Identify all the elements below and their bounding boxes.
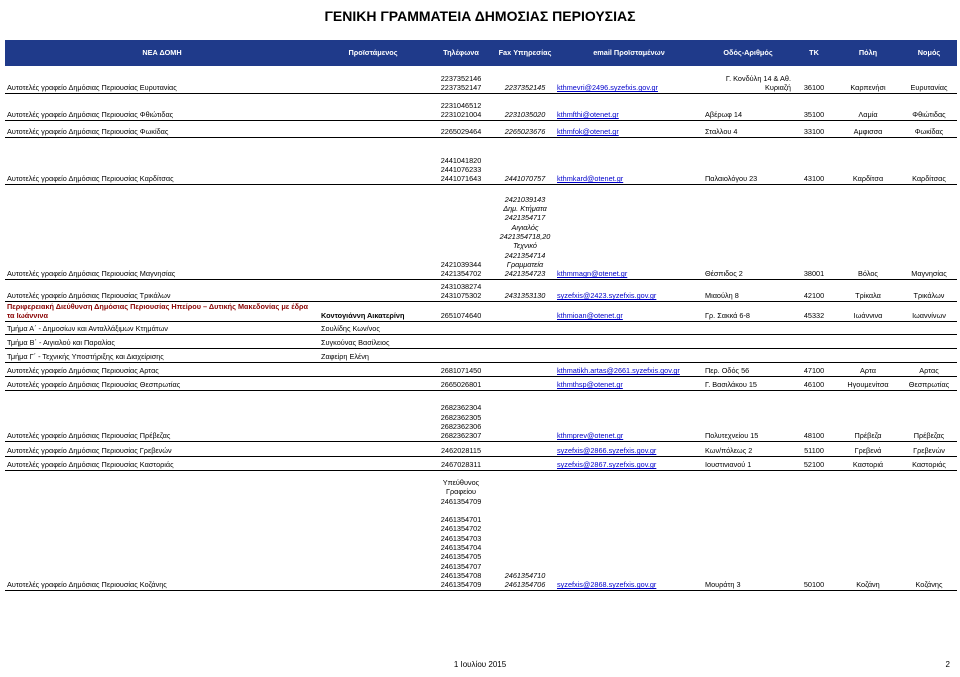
header-email: email Προϊσταμένων xyxy=(555,40,703,66)
table-row xyxy=(5,376,957,390)
phones-cell: 2421039344 2421354702 xyxy=(427,184,495,279)
head-cell xyxy=(319,470,427,590)
prefecture-cell xyxy=(901,334,957,348)
table-header-row xyxy=(5,40,957,66)
head-cell xyxy=(319,456,427,470)
tk-cell: 50100 xyxy=(793,470,835,590)
prefecture-cell: Ιωαννίνων xyxy=(901,301,957,321)
fax-cell xyxy=(495,301,555,321)
street-cell: Περ. Οδός 56 xyxy=(703,362,793,376)
email-cell xyxy=(555,301,703,321)
header-street: Οδός-Αριθμός xyxy=(703,40,793,66)
city-cell xyxy=(835,334,901,348)
fax-cell: 2237352145 xyxy=(495,66,555,93)
table-row xyxy=(5,93,957,120)
city-cell: Βόλος xyxy=(835,184,901,279)
street-cell: Γρ. Σακκά 6-8 xyxy=(703,301,793,321)
street-cell: Μιαούλη 8 xyxy=(703,279,793,301)
header-unit: ΝΕΑ ΔΟΜΗ xyxy=(5,40,319,66)
tk-cell: 36100 xyxy=(793,66,835,93)
phones-cell: 2231046512 2231021004 xyxy=(427,93,495,120)
phones-cell xyxy=(427,348,495,362)
header-head: Προϊστάμενος xyxy=(319,40,427,66)
unit-cell: Αυτοτελές γραφείο Δημόσιας Περιουσίας Κοζάνης xyxy=(5,470,319,590)
street-cell: Πολυτεχνείου 15 xyxy=(703,390,793,441)
email-link[interactable]: kthmatikh.artas@2661.syzefxis.gov.gr xyxy=(557,366,680,376)
phones-cell xyxy=(427,321,495,334)
email-link[interactable]: syzefxis@2868.syzefxis.gov.gr xyxy=(557,580,657,590)
phones-cell: 2682362304 2682362305 2682362306 2682362307 xyxy=(427,390,495,441)
table-row xyxy=(5,184,957,279)
email-cell xyxy=(555,441,703,456)
email-cell xyxy=(555,120,703,137)
tk-cell: 38001 xyxy=(793,184,835,279)
email-cell xyxy=(555,470,703,590)
fax-cell xyxy=(495,334,555,348)
unit-cell: Αυτοτελές γραφείο Δημόσιας Περιουσίας Γρεβενών xyxy=(5,441,319,456)
prefecture-cell: Καστοριάς xyxy=(901,456,957,470)
head-cell xyxy=(319,184,427,279)
city-cell: Καρδίτσα xyxy=(835,137,901,184)
city-cell: Τρίκαλα xyxy=(835,279,901,301)
head-cell xyxy=(319,279,427,301)
street-cell: Κων/πόλεως 2 xyxy=(703,441,793,456)
unit-cell: Αυτοτελές γραφείο Δημόσιας Περιουσίας Καστοριάς xyxy=(5,456,319,470)
email-cell xyxy=(555,376,703,390)
prefecture-cell: Φθιώτιδας xyxy=(901,93,957,120)
tk-cell: 35100 xyxy=(793,93,835,120)
fax-cell xyxy=(495,390,555,441)
fax-cell: 2231035020 xyxy=(495,93,555,120)
phones-cell: 2431038274 2431075302 xyxy=(427,279,495,301)
table-row xyxy=(5,456,957,470)
city-cell: Αρτα xyxy=(835,362,901,376)
head-cell xyxy=(319,93,427,120)
tk-cell: 51100 xyxy=(793,441,835,456)
table-row xyxy=(5,279,957,301)
page-number: 2 xyxy=(945,660,950,669)
header-tk: ΤΚ xyxy=(793,40,835,66)
head-cell xyxy=(319,120,427,137)
head-cell: Συγκούνας Βασίλειος xyxy=(319,334,427,348)
city-cell: Καρπενήσι xyxy=(835,66,901,93)
footer-date: 1 Ιουλίου 2015 xyxy=(453,660,507,669)
table-row xyxy=(5,120,957,137)
offices-table xyxy=(5,40,957,591)
tk-cell xyxy=(793,348,835,362)
prefecture-cell: Γρεβενών xyxy=(901,441,957,456)
table-row xyxy=(5,362,957,376)
city-cell: Αμφισσα xyxy=(835,120,901,137)
fax-cell: 2265023676 xyxy=(495,120,555,137)
header-fax: Fax Υπηρεσίας xyxy=(495,40,555,66)
tk-cell: 47100 xyxy=(793,362,835,376)
street-cell: Ιουστινιανού 1 xyxy=(703,456,793,470)
fax-cell xyxy=(495,348,555,362)
street-cell: Μουράτη 3 xyxy=(703,470,793,590)
email-cell xyxy=(555,279,703,301)
tk-cell: 45332 xyxy=(793,301,835,321)
unit-cell: Αυτοτελές γραφείο Δημόσιας Περιουσίας Ευρυτανίας xyxy=(5,66,319,93)
unit-cell: Αυτοτελές γραφείο Δημόσιας Περιουσίας Μαγνησίας xyxy=(5,184,319,279)
unit-cell: Αυτοτελές γραφείο Δημόσιας Περιουσίας Αρτας xyxy=(5,362,319,376)
prefecture-cell: Τρικάλων xyxy=(901,279,957,301)
street-cell: Γ. Κονδύλη 14 & Αθ. Κυριαζή xyxy=(703,66,793,93)
header-prefecture: Νομός xyxy=(901,40,957,66)
fax-cell: 2441070757 xyxy=(495,137,555,184)
email-cell xyxy=(555,456,703,470)
prefecture-cell: Φωκίδας xyxy=(901,120,957,137)
street-cell: Αβέρωφ 14 xyxy=(703,93,793,120)
head-cell xyxy=(319,390,427,441)
head-cell: Ζαφείρη Ελένη xyxy=(319,348,427,362)
tk-cell: 43100 xyxy=(793,137,835,184)
prefecture-cell xyxy=(901,348,957,362)
prefecture-cell: Κοζάνης xyxy=(901,470,957,590)
tk-cell xyxy=(793,321,835,334)
unit-cell: Αυτοτελές γραφείο Δημόσιας Περιουσίας Φθιώτιδας xyxy=(5,93,319,120)
prefecture-cell xyxy=(901,321,957,334)
email-link[interactable]: kthmkard@otenet.gr xyxy=(557,174,624,184)
table-row xyxy=(5,441,957,456)
phones-cell: 2237352146 2237352147 xyxy=(427,66,495,93)
city-cell: Λαμία xyxy=(835,93,901,120)
table-row xyxy=(5,334,957,348)
email-link[interactable]: kthmioan@otenet.gr xyxy=(557,311,623,321)
phones-cell: 2441041820 2441076233 2441071643 xyxy=(427,137,495,184)
tk-cell xyxy=(793,334,835,348)
street-cell: Θέσπιδος 2 xyxy=(703,184,793,279)
email-link[interactable]: syzefxis@2423.syzefxis.gov.gr xyxy=(557,291,657,301)
unit-cell: Αυτοτελές γραφείο Δημόσιας Περιουσίας Φωκίδας xyxy=(5,120,319,137)
email-cell xyxy=(555,93,703,120)
email-cell xyxy=(555,362,703,376)
fax-cell xyxy=(495,441,555,456)
document-title: ΓΕΝΙΚΗ ΓΡΑΜΜΑΤΕΙΑ ΔΗΜΟΣΙΑΣ ΠΕΡΙΟΥΣΙΑΣ xyxy=(324,8,636,24)
unit-cell: Αυτοτελές γραφείο Δημόσιας Περιουσίας Θεσπρωτίας xyxy=(5,376,319,390)
tk-cell: 48100 xyxy=(793,390,835,441)
table-row xyxy=(5,390,957,441)
email-link[interactable]: kthmthsp@otenet.gr xyxy=(557,380,623,390)
head-cell xyxy=(319,441,427,456)
email-cell xyxy=(555,390,703,441)
fax-cell: 2421039143 Δημ. Κτήματα 2421354717 Αιγιαλός 2421354718,20 Τεχνικό 2421354714 Γραμματεία 2421354723 xyxy=(495,184,555,279)
email-cell xyxy=(555,184,703,279)
email-cell xyxy=(555,321,703,334)
head-cell: Κοντογιάννη Αικατερίνη xyxy=(319,301,427,321)
email-link[interactable]: kthmprev@otenet.gr xyxy=(557,431,624,441)
fax-cell: 2431353130 xyxy=(495,279,555,301)
email-link[interactable]: kthmevri@2496.syzefxis.gov.gr xyxy=(557,83,658,93)
unit-cell: Τμήμα Β΄ - Αιγιαλού και Παραλίας xyxy=(5,334,319,348)
phones-cell: 2651074640 xyxy=(427,301,495,321)
email-cell xyxy=(555,66,703,93)
head-cell xyxy=(319,137,427,184)
tk-cell: 46100 xyxy=(793,376,835,390)
city-cell: Πρέβεζα xyxy=(835,390,901,441)
email-link[interactable]: syzefxis@2867.syzefxis.gov.gr xyxy=(557,460,657,470)
email-link[interactable]: kthmfthi@otenet.gr xyxy=(557,110,619,120)
email-link[interactable]: kthmmagn@otenet.gr xyxy=(557,269,628,279)
unit-cell: Αυτοτελές γραφείο Δημόσιας Περιουσίας Τρικάλων xyxy=(5,279,319,301)
prefecture-cell: Θεσπρωτίας xyxy=(901,376,957,390)
phones-cell: 2265029464 xyxy=(427,120,495,137)
table-row xyxy=(5,66,957,93)
phones-cell: 2681071450 xyxy=(427,362,495,376)
head-cell xyxy=(319,66,427,93)
fax-cell xyxy=(495,376,555,390)
email-cell xyxy=(555,334,703,348)
street-cell: Γ. Βασιλάκου 15 xyxy=(703,376,793,390)
city-cell: Ιωάννινα xyxy=(835,301,901,321)
table-row xyxy=(5,348,957,362)
street-cell xyxy=(703,334,793,348)
prefecture-cell: Καρδίτσας xyxy=(901,137,957,184)
tk-cell: 33100 xyxy=(793,120,835,137)
header-phones: Τηλέφωνα xyxy=(427,40,495,66)
tk-cell: 52100 xyxy=(793,456,835,470)
street-cell: Σταλλου 4 xyxy=(703,120,793,137)
email-cell xyxy=(555,348,703,362)
fax-cell xyxy=(495,456,555,470)
head-cell xyxy=(319,376,427,390)
fax-cell xyxy=(495,362,555,376)
fax-cell xyxy=(495,321,555,334)
city-cell xyxy=(835,348,901,362)
city-cell: Ηγουμενίτσα xyxy=(835,376,901,390)
unit-cell: Τμήμα Γ΄ - Τεχνικής Υποστήριξης και Διαχείρισης xyxy=(5,348,319,362)
prefecture-cell: Πρέβεζας xyxy=(901,390,957,441)
phones-cell: 2462028115 xyxy=(427,441,495,456)
unit-cell: Αυτοτελές γραφείο Δημόσιας Περιουσίας Πρέβεζας xyxy=(5,390,319,441)
street-cell xyxy=(703,348,793,362)
table-row xyxy=(5,470,957,590)
phones-cell: 2467028311 xyxy=(427,456,495,470)
street-cell: Παλαιολόγου 23 xyxy=(703,137,793,184)
head-cell xyxy=(319,362,427,376)
prefecture-cell: Αρτας xyxy=(901,362,957,376)
fax-cell: 2461354710 2461354706 xyxy=(495,470,555,590)
email-cell xyxy=(555,137,703,184)
unit-cell: Τμήμα Α΄ - Δημοσίων και Ανταλλάξιμων Κτημάτων xyxy=(5,321,319,334)
unit-cell: Αυτοτελές γραφείο Δημόσιας Περιουσίας Καρδίτσας xyxy=(5,137,319,184)
table-row xyxy=(5,137,957,184)
table-row xyxy=(5,321,957,334)
phones-cell xyxy=(427,334,495,348)
phones-cell: 2665026801 xyxy=(427,376,495,390)
table-row xyxy=(5,301,957,321)
unit-cell: Περιφερειακή Διεύθυνση Δημόσιας Περιουσίας Ηπείρου – Δυτικής Μακεδονίας με έδρα τα Ιωάννινα xyxy=(5,301,319,321)
phones-cell: Υπεύθυνος Γραφείου 2461354709 2461354701 2461354702 2461354703 2461354704 2461354705 2461354707 2461354708 2461354709 xyxy=(427,470,495,590)
email-link[interactable]: kthmfok@otenet.gr xyxy=(557,127,619,137)
head-cell: Σουλίδης Κων/νος xyxy=(319,321,427,334)
city-cell xyxy=(835,321,901,334)
prefecture-cell: Ευρυτανίας xyxy=(901,66,957,93)
tk-cell: 42100 xyxy=(793,279,835,301)
email-link[interactable]: syzefxis@2866.syzefxis.gov.gr xyxy=(557,446,657,456)
city-cell: Καστοριά xyxy=(835,456,901,470)
city-cell: Γρεβενά xyxy=(835,441,901,456)
city-cell: Κοζάνη xyxy=(835,470,901,590)
street-cell xyxy=(703,321,793,334)
prefecture-cell: Μαγνησίας xyxy=(901,184,957,279)
header-city: Πόλη xyxy=(835,40,901,66)
